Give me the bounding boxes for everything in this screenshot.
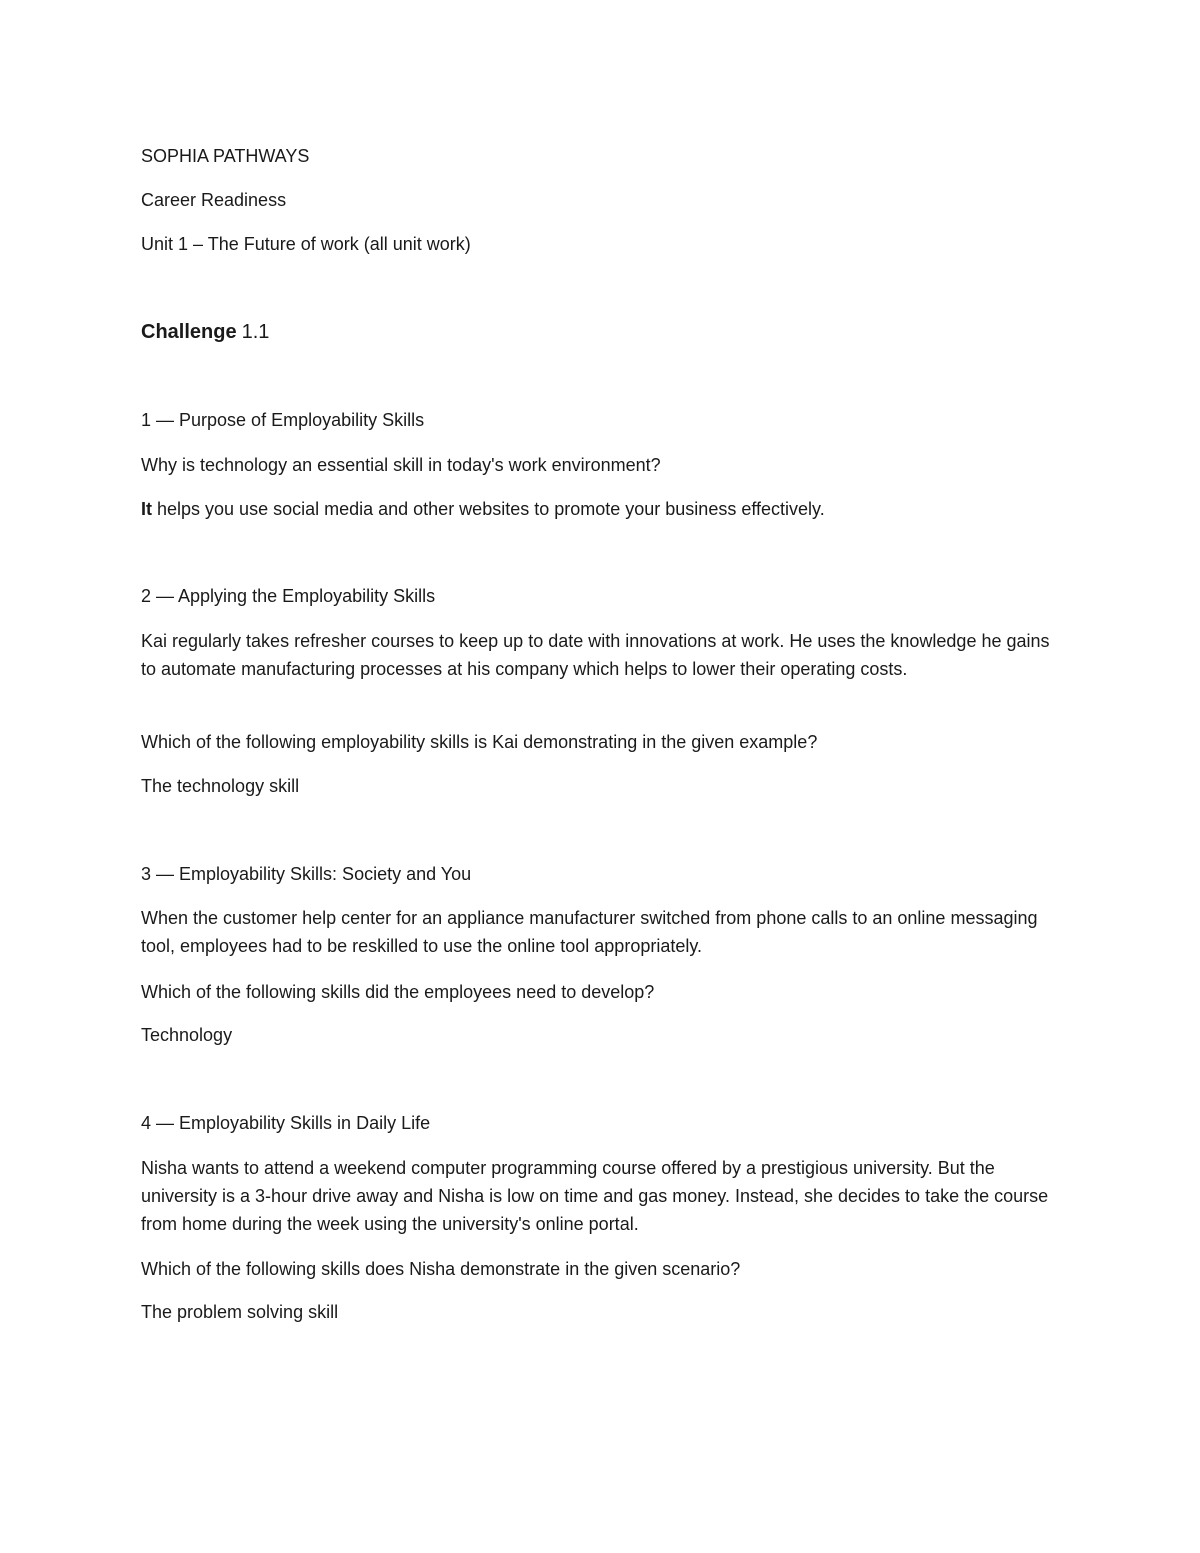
- challenge-title: [141, 318, 269, 346]
- challenge-number: 1.1: [241, 321, 270, 343]
- question-2-heading: 2 — Applying the Employability Skills: [141, 586, 436, 606]
- question-4-prompt: Which of the following skills does Nisha demonstrate in the given scenario?: [141, 1259, 741, 1279]
- question-3-answer: Technology: [141, 1025, 233, 1045]
- question-1-answer: [141, 495, 825, 523]
- question-3-heading: 3 — Employability Skills: Society and You: [141, 864, 472, 884]
- question-2-answer: The technology skill: [141, 776, 300, 796]
- question-1-prompt: Why is technology an essential skill in today's work environment?: [141, 455, 661, 475]
- question-3-prompt: Which of the following skills did the employees need to develop?: [141, 982, 655, 1002]
- question-4-answer: The problem solving skill: [141, 1302, 339, 1322]
- question-1-answer-lead: It: [141, 499, 152, 519]
- question-4-scenario: Nisha wants to attend a weekend computer programming course offered by a prestigious university. But the university is a 3-hour drive away and Nisha is low on time and gas money. Instead, she decides to take the course from home during the week using the university's online portal.: [141, 1158, 1049, 1234]
- header-course: Career Readiness: [141, 190, 287, 210]
- header-org: SOPHIA PATHWAYS: [141, 146, 310, 166]
- question-2-prompt: Which of the following employability skills is Kai demonstrating in the given example?: [141, 732, 818, 752]
- challenge-label: Challenge: [141, 321, 237, 343]
- question-1-answer-rest: helps you use social media and other websites to promote your business effectively.: [152, 499, 825, 519]
- question-1-heading: 1 — Purpose of Employability Skills: [141, 410, 425, 430]
- header-unit: Unit 1 – The Future of work (all unit work): [141, 234, 471, 254]
- question-2-scenario: Kai regularly takes refresher courses to keep up to date with innovations at work. He uses the knowledge he gains to automate manufacturing processes at his company which helps to lower their operating costs.: [141, 631, 1050, 679]
- question-3-scenario: When the customer help center for an appliance manufacturer switched from phone calls to an online messaging tool, employees had to be reskilled to use the online tool appropriately.: [141, 908, 1038, 956]
- question-4-heading: 4 — Employability Skills in Daily Life: [141, 1113, 431, 1133]
